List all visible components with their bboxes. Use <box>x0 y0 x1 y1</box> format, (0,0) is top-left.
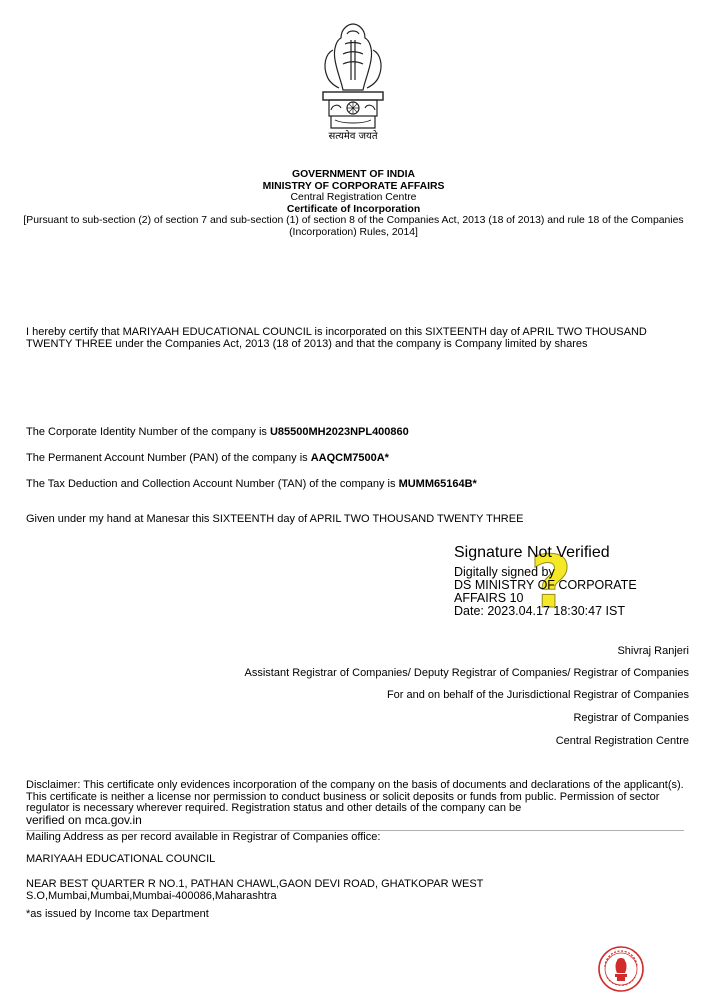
tan-label: The Tax Deduction and Collection Account Number (TAN) of the company is <box>26 478 399 490</box>
pan-line <box>26 452 389 464</box>
signature-signed-by: Digitally signed by <box>454 565 555 579</box>
verify-link[interactable]: verified on mca.gov.in <box>26 812 142 827</box>
signature-signer-cont: AFFAIRS 10 <box>454 591 524 605</box>
cin-value: U85500MH2023NPL400860 <box>269 426 409 438</box>
certify-statement: I hereby certify that MARIYAAH EDUCATIONAL COUNCIL is incorporated on this SIXTEENTH day of APRIL TWO THOUSAND TWENTY THREE under the Companies Act, 2013 (18 of 2013) and that the company is Company limited by shares <box>26 326 647 350</box>
question-mark-icon: ? <box>530 540 572 624</box>
digital-signature-block <box>454 540 694 624</box>
registrar-behalf: For and on behalf of the Jurisdictional Registrar of Companies <box>386 689 689 701</box>
registrar-office: Registrar of Companies <box>573 712 689 724</box>
mailing-address-line1: NEAR BEST QUARTER R NO.1, PATHAN CHAWL,GAON DEVI ROAD, GHATKOPAR WEST <box>26 878 484 890</box>
registrar-centre: Central Registration Centre <box>555 735 689 747</box>
signature-date: Date: 2023.04.17 18:30:47 IST <box>454 604 625 618</box>
cin-label: The Corporate Identity Number of the company is <box>26 426 270 438</box>
mailing-label: Mailing Address as per record available in Registrar of Companies office: <box>26 831 381 843</box>
pan-value: AAQCM7500A* <box>310 452 389 464</box>
pan-tan-note: *as issued by Income tax Department <box>26 908 209 920</box>
signature-status: Signature Not Verified <box>454 544 610 561</box>
tan-value: MUMM65164B* <box>398 478 477 490</box>
certificate-title: Certificate of Incorporation <box>286 203 421 215</box>
mailing-company: MARIYAAH EDUCATIONAL COUNCIL <box>26 853 216 865</box>
signature-signer: DS MINISTRY OF CORPORATE <box>454 578 637 592</box>
cin-line <box>26 426 409 438</box>
tan-line <box>26 478 477 490</box>
disclaimer <box>26 780 686 827</box>
emblem-motto: सत्यमेव जयते <box>328 131 378 142</box>
header-centre: Central Registration Centre <box>290 192 417 203</box>
registrar-title: Assistant Registrar of Companies/ Deputy Registrar of Companies/ Registrar of Companies <box>244 667 689 679</box>
ashoka-lion-emblem-icon <box>313 20 393 145</box>
certificate-header <box>20 169 687 238</box>
registrar-seal-icon <box>597 945 645 993</box>
header-ministry: MINISTRY OF CORPORATE AFFAIRS <box>262 180 445 192</box>
registrar-name: Shivraj Ranjeri <box>617 645 689 657</box>
given-statement: Given under my hand at Manesar this SIXTEENTH day of APRIL TWO THOUSAND TWENTY THREE <box>26 513 524 525</box>
mailing-address-line2: S.O,Mumbai,Mumbai,Mumbai-400086,Maharashtra <box>26 890 277 902</box>
disclaimer-text: Disclaimer: This certificate only evidences incorporation of the company on the basis of documents and declarations of the applicant(s). This certificate is neither a license nor permission to conduct business or solicit deposits or funds from public. Permission of sector regulator is necessary wherever required. Registration status and other details of the company can be <box>26 779 684 814</box>
header-legal-basis: [Pursuant to sub-section (2) of section 7 and sub-section (1) of section 8 of the Companies Act, 2013 (18 of 2013) and rule 18 of the Companies (Incorporation) Rules, 2014] <box>23 215 684 238</box>
header-government: GOVERNMENT OF INDIA <box>292 169 415 180</box>
pan-label: The Permanent Account Number (PAN) of the company is <box>26 452 311 464</box>
